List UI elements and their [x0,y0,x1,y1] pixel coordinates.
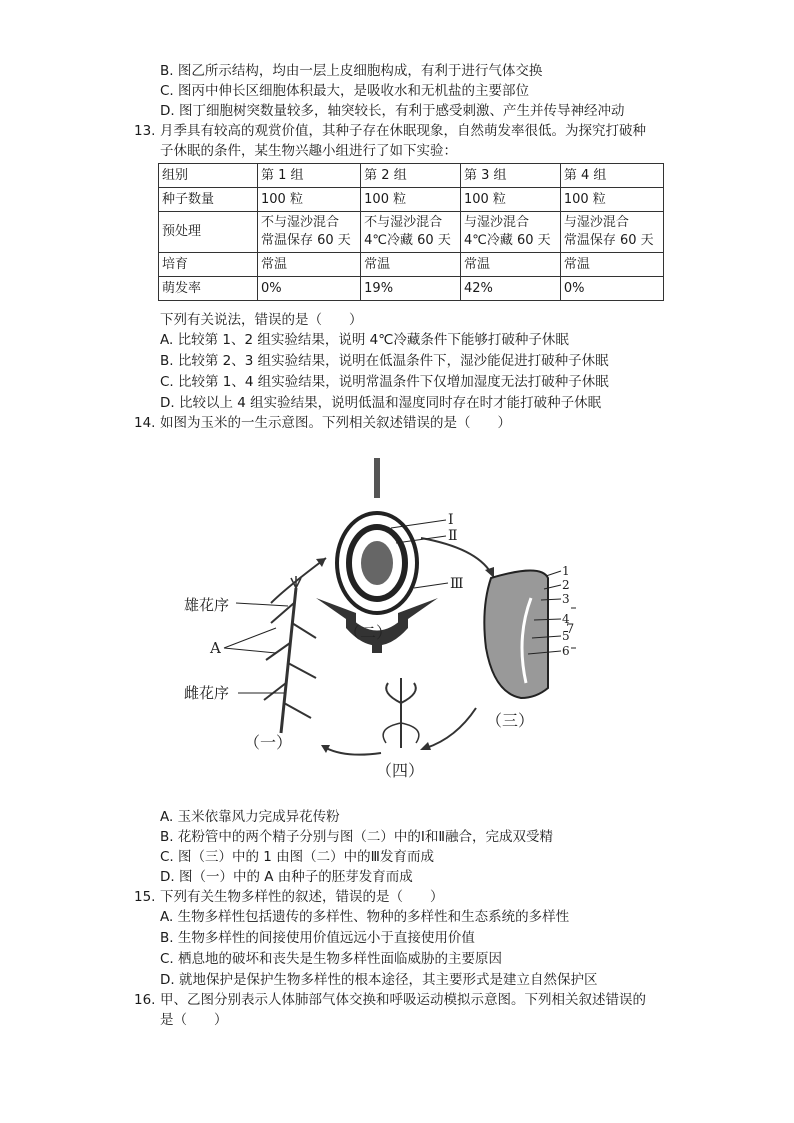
table-row [159,188,664,212]
table-cell: 常温 [361,253,461,277]
table-row [159,277,664,301]
experiment-table [158,163,664,301]
arrow-4-to-1 [326,748,381,755]
table-cell: 19% [361,277,461,301]
table-cell: 100 粒 [460,188,560,212]
table-cell: 第 2 组 [361,164,461,188]
q13-stem-line2: 子休眠的条件，某生物兴趣小组进行了如下实验： [160,143,457,159]
q14-number: 14. [134,415,156,431]
q15-option-b: B. 生物多样性的间接使用价值远远小于直接使用价值 [160,930,475,946]
table-cell: 组别 [159,164,258,188]
table-cell: 42% [460,277,560,301]
table-cell: 与湿沙混合 常温保存 60 天 [560,212,663,253]
q13-option-b: B. 比较第 2、3 组实验结果，说明在低温条件下，湿沙能促进打破种子休眠 [160,353,609,369]
table-cell: 种子数量 [159,188,258,212]
label-n1: 1 [562,564,570,578]
table-cell: 萌发率 [159,277,258,301]
q14-option-a: A. 玉米依靠风力完成异花传粉 [160,809,340,825]
table-cell: 培育 [159,253,258,277]
q15-stem-text: 下列有关生物多样性的叙述，错误的是（ ） [160,889,444,905]
q13-stem-text: 月季具有较高的观赏价值，其种子存在休眠现象，自然萌发率很低。为探究打破种 [160,123,646,139]
label-a: A [210,639,221,657]
q13-stem-line1 [134,122,646,141]
table-cell: 第 1 组 [258,164,361,188]
label-n3: 3 [562,592,570,606]
label-n6: 6 [562,644,570,658]
q14-stem [134,414,511,433]
seedling-drawing [383,678,419,748]
q14-option-d: D. 图（一）中的 A 由种子的胚芽发育而成 [160,869,413,885]
label-stage-2: （二） [344,623,393,642]
arrow-1-to-2 [271,558,326,603]
table-cell: 100 粒 [258,188,361,212]
table-cell: 第 3 组 [460,164,560,188]
label-stage-3: （三） [486,711,535,730]
label-n4: 4 [562,612,570,626]
q15-option-d: D. 就地保护是保护生物多样性的根本途径，其主要形式是建立自然保护区 [160,972,598,988]
label-roman-3: Ⅲ [450,576,464,592]
q15-number: 15. [134,889,156,905]
label-n2: 2 [562,578,570,592]
label-female-inflorescence: 雌花序 [184,684,230,702]
table-row [159,212,664,253]
q14-option-c: C. 图（三）中的 1 由图（二）中的Ⅲ发育而成 [160,849,434,865]
arrow-3-to-4 [426,708,476,748]
label-roman-2: Ⅱ [448,528,458,544]
label-stage-4: （四） [376,761,425,780]
q16-stem-line1 [134,991,646,1010]
q15-option-c: C. 栖息地的破坏和丧失是生物多样性面临威胁的主要原因 [160,951,503,967]
q12-option-d: D. 图丁细胞树突数量较多，轴突较长，有利于感受刺激、产生并传导神经冲动 [160,103,625,119]
q15-stem [134,888,444,907]
table-cell: 第 4 组 [560,164,663,188]
q15-option-a: A. 生物多样性包括遗传的多样性、物种的多样性和生态系统的多样性 [160,909,570,925]
table-cell: 常温 [258,253,361,277]
label-stage-1: （一） [244,733,293,752]
label-n7: 7 [566,622,575,637]
table-cell: 不与湿沙混合 常温保存 60 天 [258,212,361,253]
q16-stem-line2: 是（ ） [160,1012,228,1028]
table-cell: 0% [258,277,361,301]
table-cell: 100 粒 [560,188,663,212]
q13-number: 13. [134,123,156,139]
q16-stem-text: 甲、乙图分别表示人体肺部气体交换和呼吸运动模拟示意图。下列相关叙述错误的 [160,992,646,1008]
q14-option-b: B. 花粉管中的两个精子分别与图（二）中的Ⅰ和Ⅱ融合，完成双受精 [160,829,553,845]
table-cell: 常温 [560,253,663,277]
q16-number: 16. [134,992,156,1008]
table-cell: 预处理 [159,212,258,253]
q12-option-b: B. 图乙所示结构，均由一层上皮细胞构成，有利于进行气体交换 [160,63,543,79]
label-male-inflorescence: 雄花序 [184,596,230,614]
table-cell: 常温 [460,253,560,277]
table-cell: 不与湿沙混合 4℃冷藏 60 天 [361,212,461,253]
table-cell: 100 粒 [361,188,461,212]
q13-option-a: A. 比较第 1、2 组实验结果，说明 4℃冷藏条件下能够打破种子休眠 [160,332,569,348]
label-roman-1: Ⅰ [448,512,454,528]
q13-option-c: C. 比较第 1、4 组实验结果，说明常温条件下仅增加湿度无法打破种子休眠 [160,374,609,390]
q12-option-c: C. 图丙中伸长区细胞体积最大，是吸收水和无机盐的主要部位 [160,83,530,99]
table-cell: 与湿沙混合 4℃冷藏 60 天 [460,212,560,253]
table-cell: 0% [560,277,663,301]
table-row [159,164,664,188]
q13-prompt: 下列有关说法，错误的是（ ） [160,312,363,328]
q13-option-d: D. 比较以上 4 组实验结果，说明低温和湿度同时存在时才能打破种子休眠 [160,395,602,411]
label-n5: 5 [562,629,570,643]
table-row [159,253,664,277]
corn-plant-drawing [224,576,316,733]
q14-stem-text: 如图为玉米的一生示意图。下列相关叙述错误的是（ ） [160,415,511,431]
corn-life-cycle-figure [176,448,576,784]
